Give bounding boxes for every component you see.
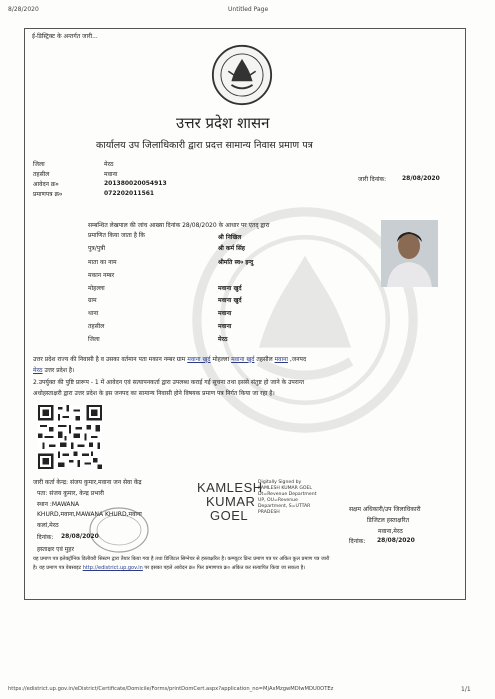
authority-line-1: सक्षम अधिकारी/उप जिलाधिकारी: [349, 506, 421, 513]
para1-village-2: मवाना खुर्द: [231, 356, 255, 363]
footer-line-2: [33, 565, 305, 571]
footer-line-1: यह प्रमाण पत्र इलेक्ट्रॉनिक डिलीवरी सिस्टम द्वारा तैयार किया गया है तथा डिजिटल सिग्नेचर से हस्ताक्षरित है। कम्प्यूटर प्रिन्ट प्रमाण पत्र पर अंकित कुल प्रमाण पत्र जारी: [33, 556, 330, 562]
meta-district-value: मेरठ: [104, 161, 114, 168]
meta-tehsil-label: तहसील: [33, 171, 50, 178]
digital-sign-line: PRADESH: [258, 510, 280, 515]
digital-signature-details: [258, 480, 316, 516]
issue-date: 28/08/2020: [402, 175, 440, 182]
detail-tehsil-label: तहसील: [88, 323, 105, 330]
intro-line-1: सम्बन्धित लेखपाल की जांच आख्या दिनांक 28/08/2020 के आधार पर एतद् द्वारा: [88, 222, 270, 229]
signer-name-line-2: KUMAR: [206, 494, 256, 509]
paragraph-2-line-2: अधोहस्ताक्षरी द्वारा उत्तर प्रदेश के इस जनपद का सामान्य निवासी होने विषयक प्रमाण पत्र निर्गत किया जा रहा है।: [33, 390, 275, 397]
footer-text-a: है। यह प्रमाण पत्र वेबसाइट: [33, 565, 83, 571]
issuer-line-3: स्थान :MAWANA: [37, 501, 80, 508]
meta-district-label: जिला: [33, 161, 45, 168]
applicant-name: श्री निखिल: [218, 234, 242, 241]
signer-name-line-1: KAMLESH: [197, 480, 263, 495]
bottom-date-label: दिनांक:: [37, 534, 54, 541]
village-value: मवाना खुर्द: [218, 297, 242, 304]
issuer-line-4: KHURD,मवाना,MAWANA KHURD,मवाना: [37, 511, 142, 518]
father-label: पुत्र/पुत्री: [88, 245, 106, 252]
thana-value: मवाना: [218, 310, 232, 317]
up-emblem-icon: [211, 44, 273, 106]
meta-certificate-value: 072202011561: [104, 190, 155, 197]
para1-tehsil: मवाना: [274, 356, 288, 363]
issuer-line-1: जारी कर्ता केन्द्र: संजय कुमार,मवाना जन सेवा केंद्र: [33, 479, 142, 486]
paragraph-2-line-1: 2.उपर्युक्त की पुष्टि प्रारूप - 1 में आवेदन एवं सत्यापनकर्ता द्वारा उपलब्ध कराई गई सूचना तथा इससे संतुष्ट हो जाने के उपरान्त: [33, 379, 305, 386]
para1-text-a: उत्तर प्रदेश राज्य की निवासी है व उसका वर्तमान पता मकान नम्बर ग्राम: [33, 356, 188, 363]
meta-application-label: आवेदन क्र०: [33, 181, 59, 188]
print-date: 8/28/2020: [8, 6, 39, 13]
village-label: ग्राम: [88, 297, 97, 304]
authority-line-2: डिजिटल हस्ताक्षरित: [367, 517, 409, 524]
print-page-number: 1/1: [461, 686, 471, 693]
father-value: श्री कर्म सिंह: [218, 245, 245, 252]
qr-code-icon: [38, 405, 102, 469]
meta-certificate-label: प्रमाणपत्र क्र०: [33, 191, 63, 198]
bottom-date: 28/08/2020: [61, 533, 99, 540]
detail-tehsil-value: मवाना: [218, 323, 232, 330]
authority-line-3: मवाना,मेरठ: [378, 528, 403, 535]
mother-label: माता का नाम: [88, 259, 117, 266]
digital-sign-line: Digitally Signed by: [258, 480, 302, 485]
issue-date-label: जारी दिनांक:: [358, 176, 387, 183]
house-number-label: मकान नम्बर: [88, 272, 115, 279]
print-page-title: Untitled Page: [228, 6, 269, 13]
detail-district-label: जिला: [88, 336, 100, 343]
applicant-photo: [381, 220, 438, 287]
jan-seva-kendra-stamp: [88, 505, 150, 555]
digital-sign-line: KAMLESH KUMAR GOEL: [258, 486, 312, 491]
print-url: https://edistrict.up.gov.in/eDistrict/Certificate/Domicile/Forms/printDomCert.aspx?application_no=MjAxMzgwMDIwMDU0OTEz: [8, 686, 334, 692]
para1-text-b: मोहल्ला: [210, 356, 232, 363]
mohalla-value: मवाना खुर्द: [218, 285, 242, 292]
para1-village-1: मवाना खुर्द: [187, 356, 211, 363]
issuer-line-5: कलां,मेरठ: [37, 522, 59, 529]
thana-label: थाना: [88, 310, 99, 317]
para1-text-c: तहसील: [254, 356, 275, 363]
authority-date-label: दिनांक:: [349, 538, 366, 545]
bottom-sign-label: हस्ताक्षर एवं मुहर: [37, 546, 74, 553]
digital-sign-line: Dt=Revenue Department: [258, 492, 317, 497]
office-title: कार्यालय उप जिलाधिकारी द्वारा प्रदत्त सामान्य निवास प्रमाण पत्र: [96, 140, 313, 151]
intro-line-2: प्रमाणित किया जाता है कि: [88, 232, 146, 239]
detail-district-value: मेरठ: [218, 336, 228, 343]
para1-text-e: उत्तर प्रदेश है।: [42, 367, 75, 374]
digital-sign-line: Department, S=UTTAR: [258, 504, 311, 509]
paragraph-1-line-1: [33, 355, 306, 363]
mother-value: श्रीमति स्व० इन्दु: [218, 259, 254, 266]
para1-text-d: ,जनपद: [287, 356, 307, 363]
top-note: ई-डिस्ट्रिक्ट के अन्तर्गत जारी...: [32, 33, 98, 40]
signer-name-line-3: GOEL: [210, 508, 249, 523]
gov-title: उत्तर प्रदेश शासन: [176, 114, 270, 132]
person-photo-icon: [381, 220, 438, 287]
meta-application-value: 201380020054913: [104, 180, 167, 187]
footer-text-b: पर इसका पहले आवेदन क्र० फिर प्रमाणपत्र क्र० अंकित कर सत्यापित किया जा सकता है।: [142, 565, 306, 571]
issuer-line-2: पता: संजय कुमार, केन्द्र प्रभारी: [37, 490, 104, 497]
authority-date: 28/08/2020: [377, 537, 415, 544]
digital-sign-line: UP, OU=Revenue: [258, 498, 298, 503]
meta-tehsil-value: मवाना: [104, 171, 118, 178]
para1-district: मेरठ: [33, 367, 43, 374]
mohalla-label: मोहल्ला: [88, 285, 105, 292]
edistrict-link[interactable]: http://edistrict.up.gov.in: [82, 565, 143, 571]
paragraph-1-line-2: [33, 366, 74, 374]
